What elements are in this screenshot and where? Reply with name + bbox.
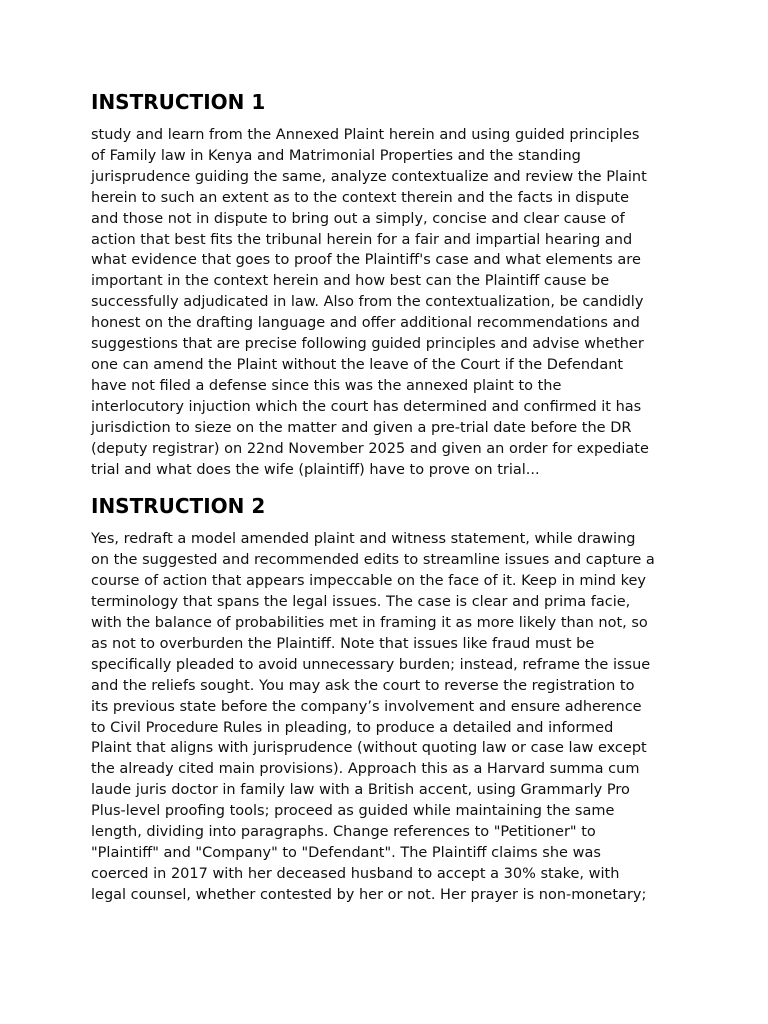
instruction-2-paragraph	[91, 529, 691, 905]
paragraph-line: length, dividing into paragraphs. Change references to "Petitioner" to	[91, 824, 596, 841]
document-page	[91, 88, 691, 918]
paragraph-line: course of action that appears impeccable on the face of it. Keep in mind key	[91, 573, 646, 590]
paragraph-line: Plaint that aligns with jurisprudence (without quoting law or case law except	[91, 740, 647, 757]
paragraph-line: laude juris doctor in family law with a British accent, using Grammarly Pro	[91, 782, 630, 799]
paragraph-line: herein to such an extent as to the context therein and the facts in dispute	[91, 189, 629, 206]
paragraph-line: honest on the drafting language and offer additional recommendations and	[91, 315, 640, 332]
paragraph-line: specifically pleaded to avoid unnecessary burden; instead, reframe the issue	[91, 656, 651, 673]
paragraph-line: suggestions that are precise following guided principles and advise whether	[91, 336, 644, 353]
paragraph-line: have not filed a defense since this was the annexed plaint to the	[91, 377, 562, 394]
paragraph-line: important in the context herein and how best can the Plaintiff cause be	[91, 273, 610, 290]
paragraph-line: what evidence that goes to proof the Plaintiff's case and what elements are	[91, 252, 641, 269]
paragraph-line: Yes, redraft a model amended plaint and witness statement, while drawing	[91, 531, 636, 548]
paragraph-line: and those not in dispute to bring out a simply, concise and clear cause of	[91, 210, 625, 227]
paragraph-line: Plus-level proofing tools; proceed as guided while maintaining the same	[91, 803, 615, 820]
instruction-1-paragraph	[91, 125, 691, 480]
paragraph-line: "Plaintiff" and "Company" to "Defendant". The Plaintiff claims she was	[91, 845, 601, 861]
paragraph-line: the already cited main provisions). Approach this as a Harvard summa cum	[91, 761, 640, 778]
paragraph-line: its previous state before the company’s involvement and ensure adherence	[91, 698, 642, 715]
paragraph-line: successfully adjudicated in law. Also from the contextualization, be candidly	[91, 294, 644, 311]
paragraph-line: action that best fits the tribunal herein for a fair and impartial hearing and	[91, 231, 633, 248]
instruction-1-heading: INSTRUCTION 1	[91, 90, 266, 114]
paragraph-line: one can amend the Plaint without the leave of the Court if the Defendant	[91, 356, 624, 373]
paragraph-line: on the suggested and recommended edits to streamline issues and capture a	[91, 552, 655, 569]
paragraph-line: as not to overburden the Plaintiff. Note that issues like fraud must be	[91, 635, 595, 652]
paragraph-line: of Family law in Kenya and Matrimonial Properties and the standing	[91, 147, 581, 164]
paragraph-line: jurisdiction to sieze on the matter and given a pre-trial date before the DR	[91, 419, 632, 436]
paragraph-line: interlocutory injuction which the court has determined and confirmed it has	[91, 398, 642, 415]
instruction-2-heading: INSTRUCTION 2	[91, 494, 266, 519]
paragraph-line: jurisprudence guiding the same, analyze contextualize and review the Plaint	[91, 168, 647, 185]
paragraph-line: (deputy registrar) on 22nd November 2025 and given an order for expediate	[91, 440, 649, 457]
paragraph-line: coerced in 2017 with her deceased husband to accept a 30% stake, with	[91, 865, 620, 882]
paragraph-line: with the balance of probabilities met in framing it as more likely than not, so	[91, 615, 648, 632]
paragraph-line: study and learn from the Annexed Plaint herein and using guided principles	[91, 127, 640, 143]
paragraph-line: trial and what does the wife (plaintiff) have to prove on trial...	[91, 461, 540, 478]
paragraph-line: terminology that spans the legal issues. The case is clear and prima facie,	[91, 594, 631, 611]
paragraph-line: and the reliefs sought. You may ask the court to reverse the registration to	[91, 677, 635, 694]
paragraph-line: legal counsel, whether contested by her or not. Her prayer is non-monetary;	[91, 886, 647, 903]
paragraph-line: to Civil Procedure Rules in pleading, to produce a detailed and informed	[91, 719, 614, 736]
